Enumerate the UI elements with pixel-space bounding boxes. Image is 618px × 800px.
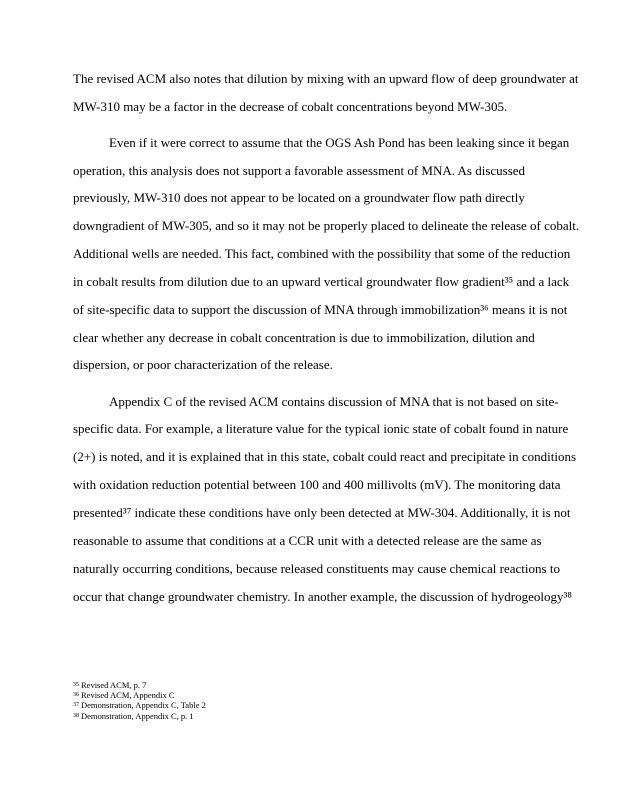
- body-line-3: Even if it were correct to assume that the OGS Ash Pond has been leaking since it began: [109, 135, 570, 150]
- body-line-13: specific data. For example, a literature value for the typical ionic state of cobalt found in nature: [73, 421, 569, 436]
- body-line-6: downgradient of MW-305, and so it may not be properly placed to delineate the release of cobalt.: [73, 218, 580, 233]
- body-line-2: MW-310 may be a factor in the decrease of cobalt concentrations beyond MW-305.: [73, 99, 508, 114]
- body-line-10: clear whether any decrease in cobalt concentration is due to immobilization, dilution and: [73, 330, 535, 345]
- footnote-38: [73, 711, 194, 721]
- footnote-text: Revised ACM, Appendix C: [81, 690, 175, 700]
- footnote-36: [73, 690, 175, 700]
- body-line-14: (2+) is noted, and it is explained that in this state, cobalt could react and precipitate in conditions: [73, 449, 577, 464]
- body-line-12: Appendix C of the revised ACM contains discussion of MNA that is not based on site-: [109, 394, 559, 409]
- body-line-9: of site-specific data to support the discussion of MNA through immobilization³⁶ means it is not: [73, 302, 568, 317]
- footnote-number: 38: [73, 713, 79, 719]
- footnote-37: [73, 700, 206, 710]
- footnote-number: 36: [73, 692, 79, 698]
- body-line-8: in cobalt results from dilution due to an upward vertical groundwater flow gradient³⁵ and a lack: [73, 274, 570, 289]
- footnote-text: Demonstration, Appendix C, p. 1: [81, 711, 194, 721]
- footnote-35: [73, 680, 146, 690]
- body-line-15: with oxidation reduction potential between 100 and 400 millivolts (mV). The monitoring data: [73, 477, 561, 492]
- body-line-7: Additional wells are needed. This fact, combined with the possibility that some of the reduction: [73, 246, 571, 261]
- footnote-text: Demonstration, Appendix C, Table 2: [81, 700, 206, 710]
- footnote-number: 37: [73, 702, 79, 708]
- footnote-number: 35: [73, 682, 79, 688]
- body-line-16: presented³⁷ indicate these conditions have only been detected at MW-304. Additionally, it is not: [73, 505, 571, 520]
- body-line-4: operation, this analysis does not support a favorable assessment of MNA. As discussed: [73, 163, 526, 178]
- body-line-5: previously, MW-310 does not appear to be located on a groundwater flow path directly: [73, 190, 525, 205]
- body-line-11: dispersion, or poor characterization of the release.: [73, 357, 333, 372]
- body-line-17: reasonable to assume that conditions at a CCR unit with a detected release are the same as: [73, 533, 542, 548]
- body-line-1: The revised ACM also notes that dilution by mixing with an upward flow of deep groundwater at: [73, 71, 579, 86]
- body-line-19: occur that change groundwater chemistry. In another example, the discussion of hydrogeology³⁸: [73, 589, 572, 604]
- body-line-18: naturally occurring conditions, because released constituents may cause chemical reactions to: [73, 561, 560, 576]
- footnote-text: Revised ACM, p. 7: [81, 680, 147, 690]
